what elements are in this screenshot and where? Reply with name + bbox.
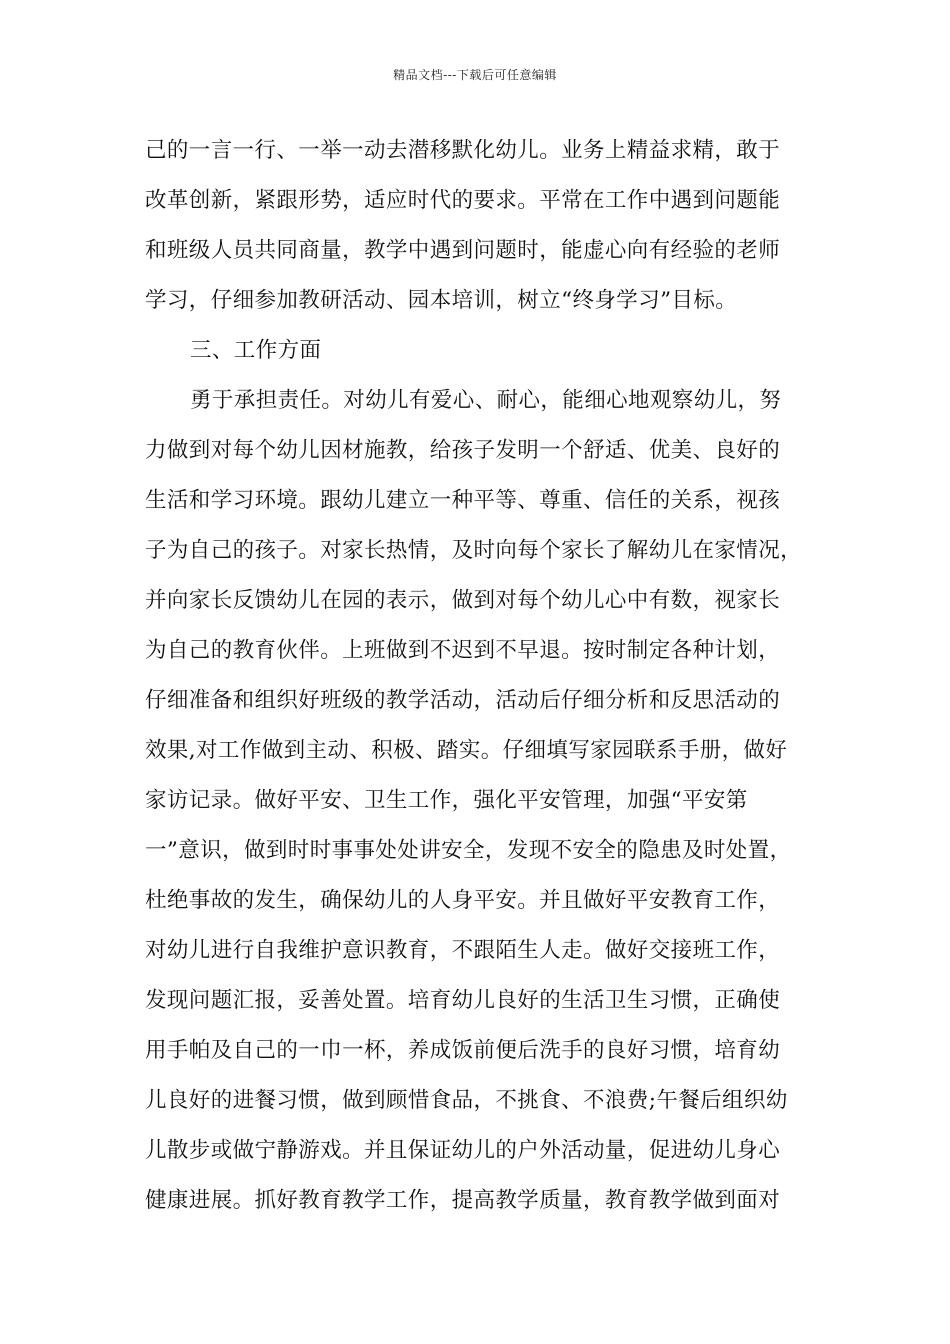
text-line: 发现问题汇报，妥善处置。培育幼儿良好的生活卫生习惯，正确使	[145, 988, 781, 1013]
text-line: 力做到对每个幼儿因材施教，给孩子发明一个舒适、优美、良好的	[145, 438, 781, 463]
text-line: 家访记录。做好平安、卫生工作，强化平安管理，加强“平安第	[145, 788, 748, 813]
text-line: 健康进展。抓好教育教学工作，提高教学质量，教育教学做到面对	[145, 1188, 781, 1213]
text-line: 改革创新，紧跟形势，适应时代的要求。平常在工作中遇到问题能	[145, 188, 781, 213]
text-line: 效果,对工作做到主动、积极、踏实。仔细填写家园联系手册，做好	[145, 738, 788, 763]
text-line: 对幼儿进行自我维护意识教育，不跟陌生人走。做好交接班工作，	[145, 938, 781, 963]
text-line: 为自己的教育伙伴。上班做到不迟到不早退。按时制定各种计划，	[145, 638, 781, 663]
page-header: 精品文档---下载后可任意编辑	[393, 68, 557, 82]
text-line: 杜绝事故的发生，确保幼儿的人身平安。并且做好平安教育工作，	[145, 888, 781, 913]
section-heading: 三、工作方面	[190, 338, 322, 363]
text-line: 己的一言一行、一举一动去潜移默化幼儿。业务上精益求精，敢于	[145, 138, 781, 163]
text-line: 勇于承担责任。对幼儿有爱心、耐心，能细心地观察幼儿，努	[190, 388, 782, 413]
text-line: 一”意识，做到时时事事处处讲安全，发现不安全的隐患及时处置，	[145, 838, 792, 863]
text-line: 儿良好的进餐习惯，做到顾惜食品，不挑食、不浪费;午餐后组织幼	[145, 1088, 788, 1113]
text-line: 儿散步或做宁静游戏。并且保证幼儿的户外活动量，促进幼儿身心	[145, 1138, 781, 1163]
text-line: 仔细准备和组织好班级的教学活动，活动后仔细分析和反思活动的	[145, 688, 781, 713]
text-line: 生活和学习环境。跟幼儿建立一种平等、尊重、信任的关系，视孩	[145, 488, 781, 513]
body-text	[145, 126, 815, 1226]
text-line: 学习，仔细参加教研活动、园本培训，树立“终身学习”目标。	[145, 288, 738, 313]
text-line: 用手帕及自己的一巾一杯，养成饭前便后洗手的良好习惯，培育幼	[145, 1038, 781, 1063]
text-line: 子为自己的孩子。对家长热情，及时向每个家长了解幼儿在家情况，	[145, 538, 803, 563]
text-line: 和班级人员共同商量，教学中遇到问题时，能虚心向有经验的老师	[145, 238, 781, 263]
text-line: 并向家长反馈幼儿在园的表示，做到对每个幼儿心中有数，视家长	[145, 588, 781, 613]
